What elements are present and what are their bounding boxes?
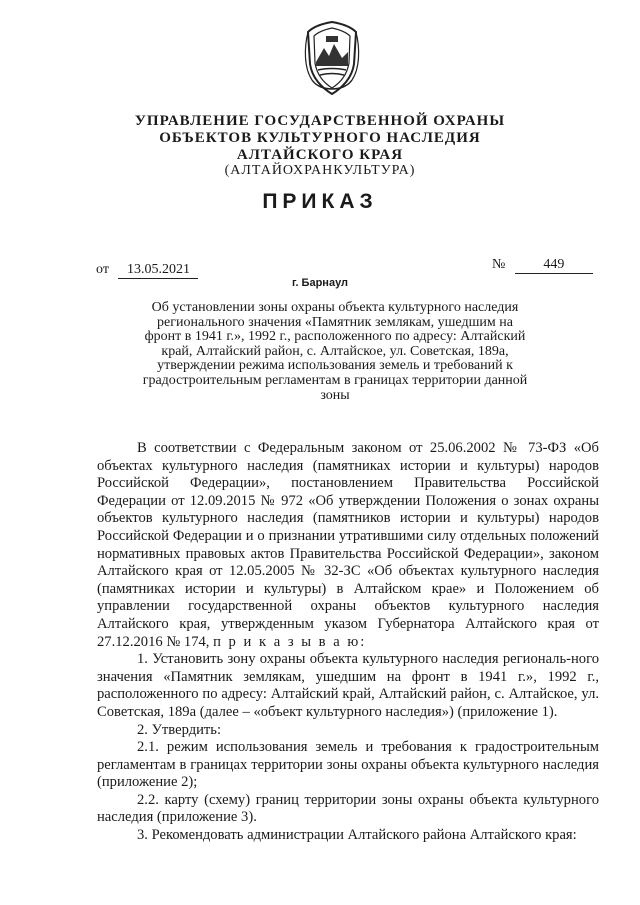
number-value: 449	[515, 257, 593, 274]
item-2-2: 2.2. карту (схему) границ территории зоны охраны объекта культурного наследия (приложение 3).	[97, 791, 599, 826]
agency-name-line-3: АЛТАЙСКОГО КРАЯ	[236, 147, 404, 163]
preamble-paragraph	[97, 440, 599, 651]
document-subject: Об установлении зоны охраны объекта культурного наследия регионального значения «Памятник землякам, ушедшим на фронт в 1941 г.», 1992 г., расположенного по адресу: Алтайский край, Алтайский район, с. Алтайское, ул. Советская, 189а, утверждении режима использования земель и требований к градостроительным регламентам в границах территории данной зоны	[142, 300, 528, 403]
document-type-title: ПРИКАЗ	[262, 190, 378, 213]
date-prefix: от	[96, 262, 109, 277]
document-body	[97, 440, 599, 845]
agency-name-line-1: УПРАВЛЕНИЕ ГОСУДАРСТВЕННОЙ ОХРАНЫ	[134, 113, 506, 129]
order-word: п р и к а з ы в а ю:	[213, 633, 367, 650]
item-2-1: 2.1. режим использования земель и требования к градостроительным регламентам в границах территории зоны охраны объекта культурного наследия (приложение 2);	[97, 739, 599, 791]
number-prefix: №	[492, 257, 506, 272]
agency-name-line-2: ОБЪЕКТОВ КУЛЬТУРНОГО НАСЛЕДИЯ	[159, 130, 481, 146]
altai-coat-of-arms-emblem	[298, 18, 366, 98]
number-block	[492, 257, 593, 274]
item-1: 1. Установить зону охраны объекта культурного наследия региональ-ного значения «Памятник землякам, ушедшим на фронт в 1941 г.», 1992 г., расположенного по адресу: Алтайский край, Алтайский район, с. Алтайское, ул. Советская, 189а (далее – «объект культурного наследия») (приложение 1).	[97, 651, 599, 720]
item-3: 3. Рекомендовать администрации Алтайского района Алтайского края:	[137, 827, 577, 844]
item-2: 2. Утвердить:	[137, 721, 222, 738]
city-label: г. Барнаул	[291, 277, 349, 289]
agency-short-name: (АЛТАЙОХРАНКУЛЬТУРА)	[224, 163, 416, 178]
preamble-text: В соответствии с Федеральным законом от 25.06.2002 № 73-ФЗ «Об объектах культурного наследия (памятниках истории и культуры) народов Российской Федерации», постановлением Правительства Российской Федерации от 12.09.2015 № 972 «Об утверждении Положения о зонах охраны объектов культурного наследия (памятников истории и культуры) народов Российской Федерации и о признании утратившими силу отдельных положений нормативных правовых актов Правительства Российской Федерации», законом Алтайского края от 12.05.2005 № 32-ЗС «Об объектах культурного наследия (памятниках истории и культуры) в Алтайском крае» и Положением об управлении государственной охраны объектов культурного наследия Алтайского края, утвержденным указом Губернатора Алтайского края от 27.12.2016 № 174,	[97, 440, 599, 650]
date-value: 13.05.2021	[118, 262, 198, 279]
